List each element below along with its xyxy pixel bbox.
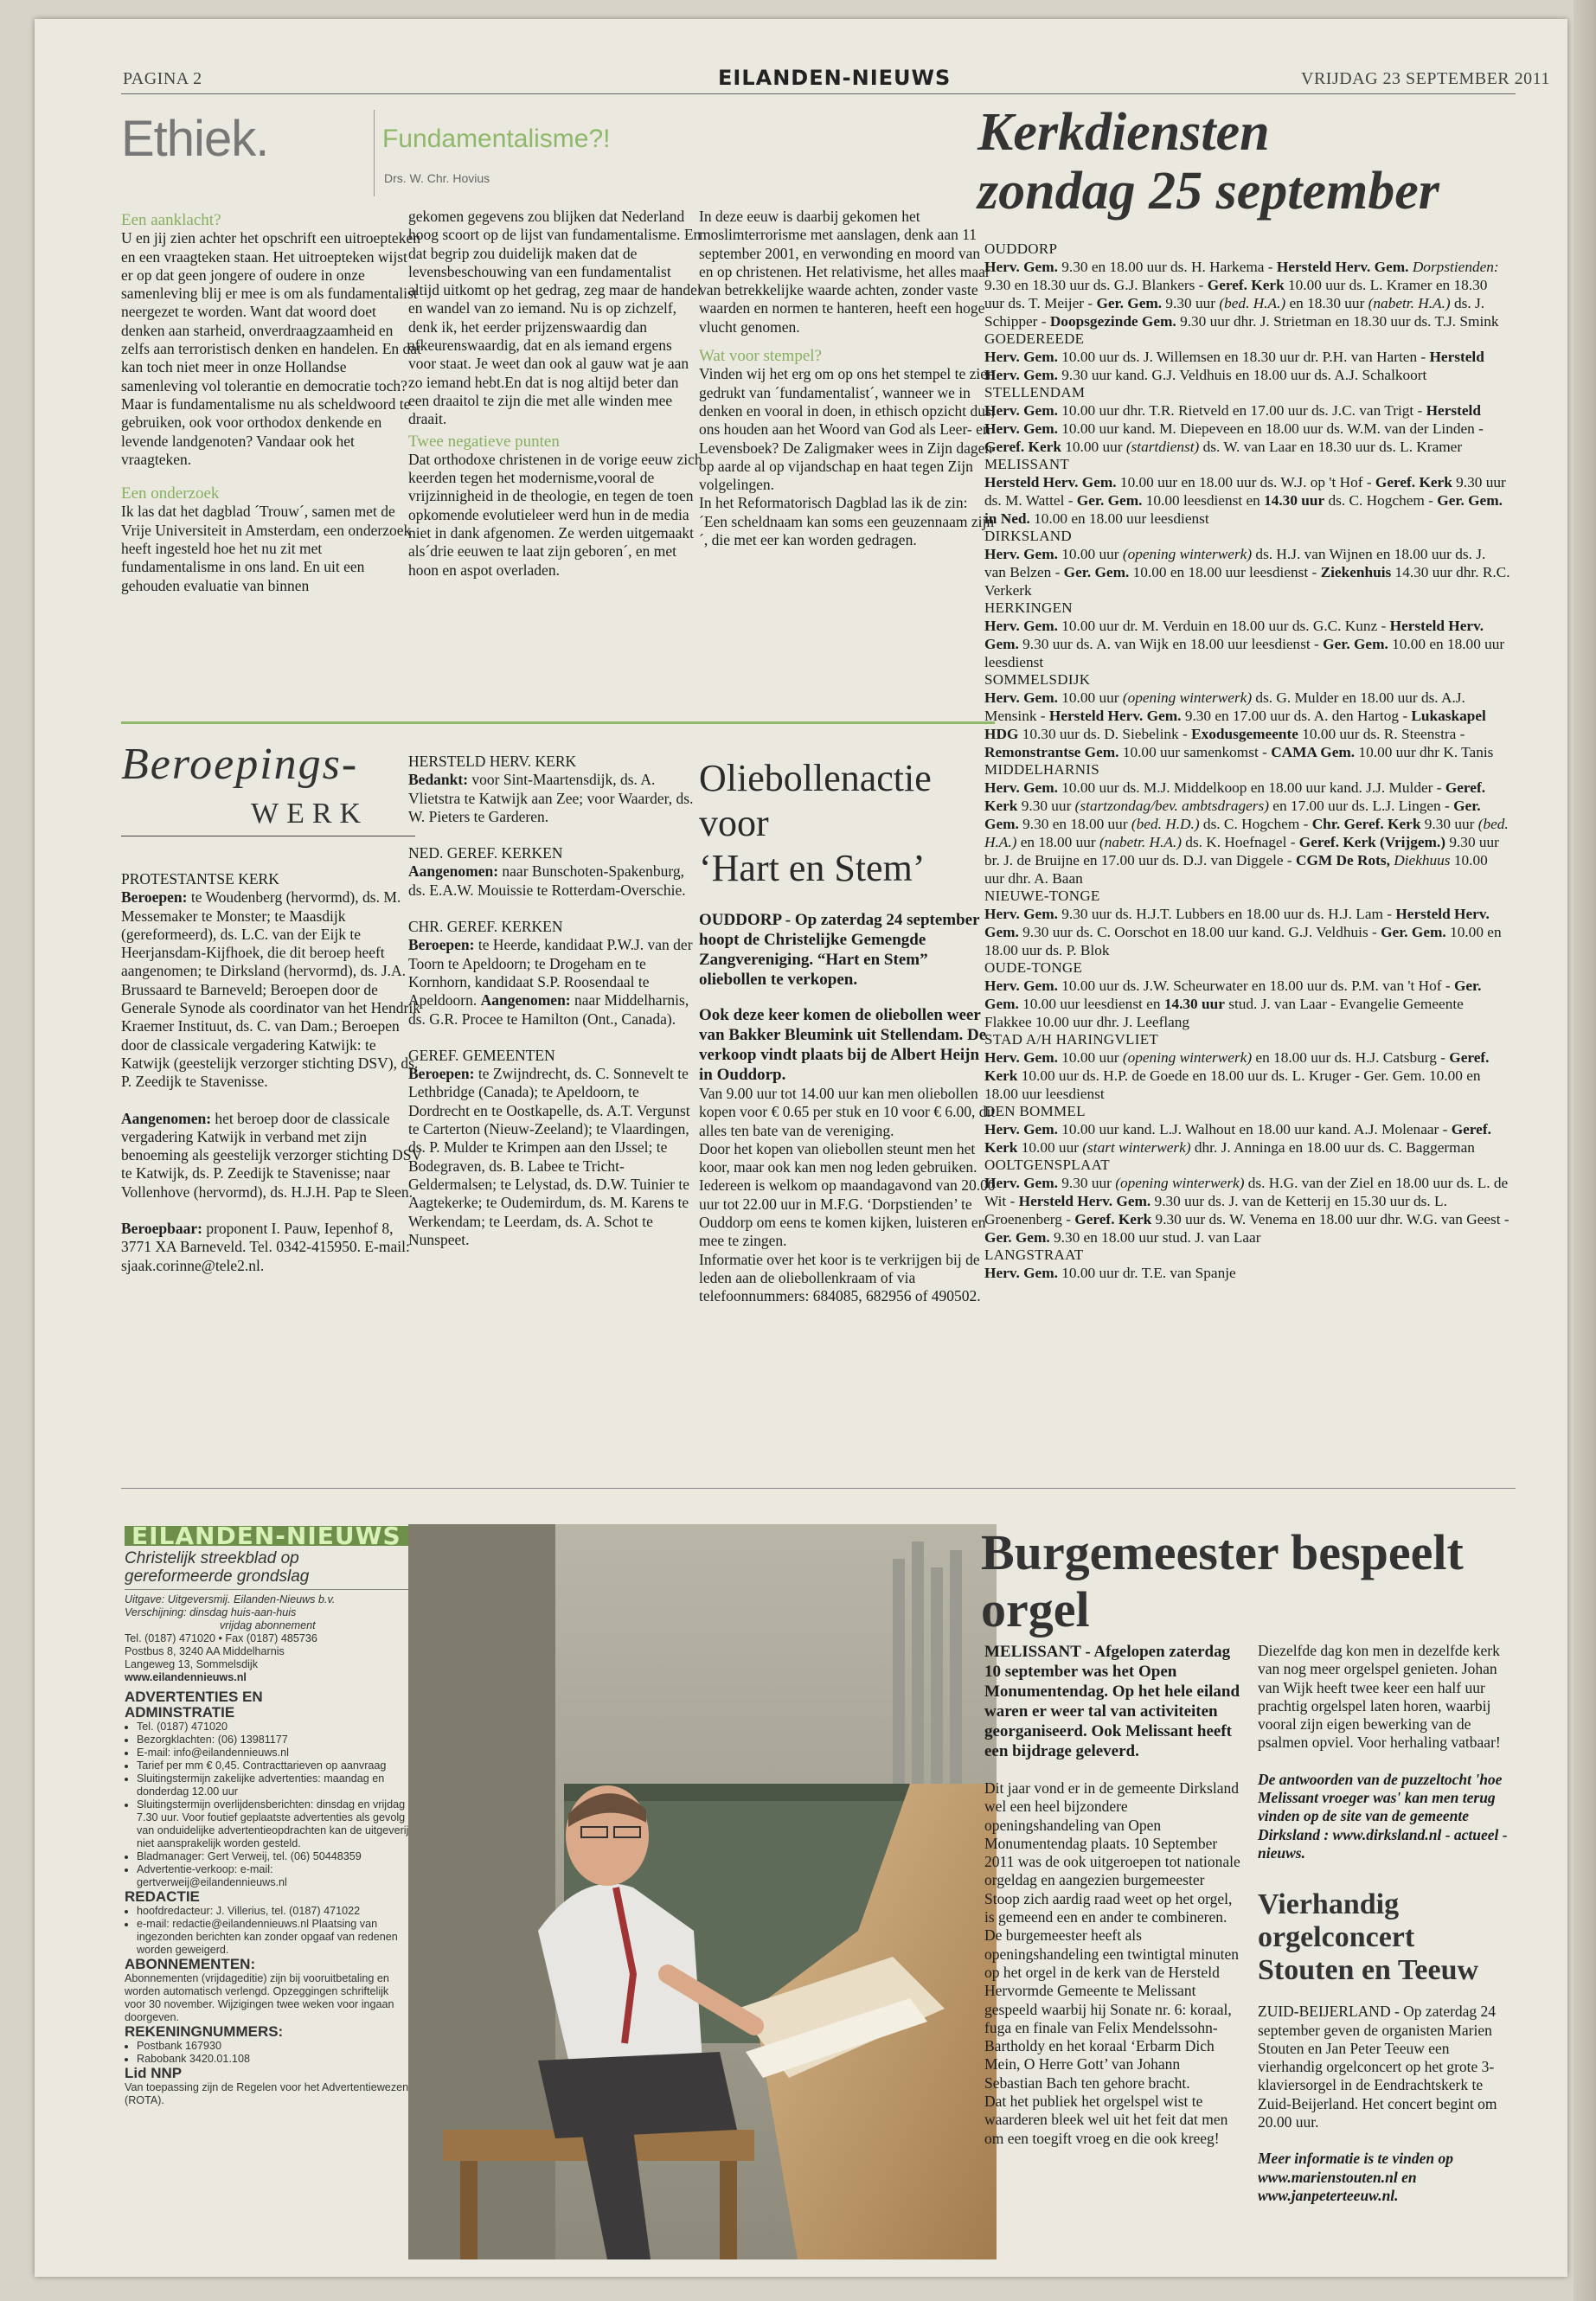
lead: MELISSANT - Afgelopen zaterdag 10 september was het Open Monumentendag. Op het hele eiland waren er weer tal van activiteiten georganiseerd. Ook Melissant heeft een bijdrage geleverd.: [984, 1643, 1240, 1760]
ethiek-col-2: [408, 208, 702, 580]
redactie-list: [125, 1905, 410, 1957]
colofon-item: • Sluitingstermijn zakelijke advertenties: maandag en donderdag 12.00 uur: [137, 1772, 410, 1798]
kerk-place: NIEUWE-TONGE: [984, 888, 1100, 904]
uitgave: Uitgave: Uitgeversmij. Eilanden-Nieuws b.v.: [125, 1593, 336, 1606]
telefoon: Tel. (0187) 471020 • Fax (0187) 485736: [125, 1632, 317, 1644]
colofon-item: • Tel. (0187) 471020: [137, 1721, 410, 1734]
header-rule: [121, 93, 1516, 94]
rekening-head: REKENINGNUMMERS:: [125, 2023, 284, 2040]
paragraph: Beroepen: te Heerde, kandidaat P.W.J. van der Toorn te Apeldoorn; te Drogeham en te Kornhorn, kandidaat S.P. Roosendaal te Apeldoorn. Aangenomen: naar Middelharnis, ds. G.R. Procee te Hamilton (Ont., Canada).: [408, 936, 693, 1028]
burgemeester-col-1: [984, 1642, 1240, 2148]
info-links: Meer informatie is te vinden op www.marienstouten.nl en www.janpeterteeuw.nl.: [1258, 2150, 1454, 2204]
kerk-place: OUDDORP: [984, 240, 1058, 257]
paragraph: U en jij zien achter het opschrift een uitroepteken en een vraagteken staan. Het uitroepteken wijst er op dat geen jongere of oudere in onze samenleving blij er mee is om als fundamentalist neergezet te worden. Want dat woord doet denken aan starheid, onverdraagzaamheid en zelfs aan terroristisch denken en handelen. En dat kan toch niet meer in onze Hollandse samenleving vol tolerantie en democratie toch? Maar is fundamentalisme nu als scheldwoord te gebruiken, ook voor orthodox denkende en levende landgenoten? Vandaar ook het vraagteken.: [121, 229, 421, 468]
lid-head: Lid NNP: [125, 2065, 183, 2081]
kerk-services: Herv. Gem. 10.00 uur dhr. T.R. Rietveld en 17.00 uur ds. J.C. van Trigt - Hersteld Herv. Gem. 10.00 uur kand. M. Diepeveen en 18.00 uur ds. W.M. van der Linden - Geref. Kerk 10.00 uur (startdienst) ds. W. van Laar en 18.30 uur ds. L. Kramer: [984, 402, 1484, 455]
vierhandig-title: [1258, 1888, 1516, 1987]
church-head: PROTESTANTSE KERK: [121, 870, 279, 888]
paragraph: Dat orthodoxe christenen in de vorige eeuw zich keerden tegen het modernisme,vooral de vrijzinnigheid in de theologie, en tegen de toen opkomende evolutieleer werd hun in de media niet in dank afgenomen. Ze werden uitgemaakt als´drie eeuwen te laat zijn geboren´, en met hoon en aspot overladen.: [408, 450, 702, 579]
paragraph: Informatie over het koor is te verkrijgen bij de leden aan de oliebollenkraam of via telefoonnummers: 684085, 682956 of 490502.: [699, 1250, 981, 1305]
kerk-services: Herv. Gem. 10.00 uur kand. L.J. Walhout en 18.00 uur kand. A.J. Molenaar - Geref. Kerk 10.00 uur (start winterwerk) dhr. J. Anninga en 18.00 uur ds. C. Baggerman: [984, 1121, 1491, 1156]
burgemeester-title-1: Burgemeester bespeelt: [981, 1524, 1464, 1580]
colofon-logo: EILANDEN-NIEUWS: [125, 1526, 410, 1546]
article-author: Drs. W. Chr. Hovius: [384, 171, 490, 185]
kerk-services: Herv. Gem. 9.30 uur (opening winterwerk) ds. H.G. van der Ziel en 18.00 uur ds. L. de Wit - Hersteld Herv. Gem. 9.30 uur ds. J. van de Ketterij en 15.30 uur ds. L. Groenenberg - Geref. Kerk 9.30 uur ds. W. Venema en 18.00 uur dhr. W.G. van Geest - Ger. Gem. 9.30 en 18.00 uur stud. J. van Laar: [984, 1175, 1509, 1246]
burgemeester-title-2: orgel: [981, 1581, 1090, 1638]
paragraph: Aangenomen: naar Bunschoten-Spakenburg, ds. E.A.W. Mouissie te Rotterdam-Overschie.: [408, 862, 686, 899]
colofon-item: • Advertentie-verkoop: e-mail: gertverweij@eilandennieuws.nl: [137, 1863, 410, 1889]
vierhandig-title-2: orgelconcert: [1258, 1921, 1415, 1954]
rule: [125, 1589, 410, 1590]
tagline-2: gereformeerde grondslag: [125, 1567, 310, 1586]
tagline-1: Christelijk streekblad op: [125, 1549, 299, 1567]
rekening-list: [125, 2040, 410, 2066]
paragraph: Ik las dat het dagblad ´Trouw´, samen met de Vrije Universiteit in Amsterdam, een onderzoek heeft ingesteld hoe het nu zit met fundamentalisme in ons land. En uit een gehouden evaluatie van binnen: [121, 503, 412, 594]
organ-photo: [408, 1524, 997, 2259]
kerkdiensten-title-2: zondag 25 september: [977, 162, 1439, 221]
kerkdiensten-title-1: Kerkdiensten: [977, 103, 1270, 162]
subhead-negatieve-punten: Twee negatieve punten: [408, 432, 560, 451]
lid-text: Van toepassing zijn de Regelen voor het Advertentiewezen (ROTA).: [125, 2081, 409, 2106]
kerk-services: Herv. Gem. 10.00 uur (opening winterwerk) ds. G. Mulder en 18.00 uur ds. A.J. Mensink - Hersteld Herv. Gem. 9.30 en 17.00 uur ds. A. den Hartog - Lukaskapel HDG 10.30 uur ds. D. Siebelink - Exodusgemeente 10.00 uur ds. R. Steenstra - Remonstrantse Gem. 10.00 uur samenkomst - CAMA Gem. 10.00 uur dhr K. Tanis: [984, 689, 1494, 760]
lead: OUDDORP - Op zaterdag 24 september hoopt de Christelijke Gemengde Zangvereniging. “Hart en Stem” oliebollen te verkopen.: [699, 911, 980, 989]
adv-head-2: ADMINSTRATIE: [125, 1704, 235, 1721]
kerk-place: OOLTGENSPLAAT: [984, 1157, 1110, 1173]
organ-photo-image: [408, 1524, 997, 2259]
colofon-item: • Sluitingstermijn overlijdensberichten: dinsdag en vrijdag 7.30 uur. Voor foutief geplaatste advertenties als gevolg van onduidelijke advertentieopdrachten kan de uitgeverij niet aansprakelijk worden gesteld.: [137, 1798, 410, 1850]
kerk-place: MIDDELHARNIS: [984, 761, 1099, 778]
ethiek-col-1: [121, 208, 422, 595]
section-ethiek: Ethiek.: [121, 111, 269, 167]
kerk-services: Herv. Gem. 10.00 uur (opening winterwerk) ds. H.J. van Wijnen en 18.00 uur ds. J. van Belzen - Ger. Gem. 10.00 en 18.00 uur leesdienst - Ziekenhuis 14.30 uur dhr. R.C. Verkerk: [984, 546, 1510, 599]
colofon-item: • E-mail: info@eilandennieuws.nl: [137, 1747, 410, 1759]
beroepings-werk: WERK: [251, 798, 369, 830]
section-rule: [121, 721, 995, 724]
adv-head-1: ADVERTENTIES EN: [125, 1689, 263, 1705]
newspaper-page: [35, 19, 1567, 2277]
colofon-item: • e-mail: redactie@eilandennieuws.nl Plaatsing van ingezonden berichten kan zonder opgaaf van redenen worden geweigerd.: [137, 1918, 410, 1957]
beroepings-title: Beroepings-: [121, 740, 359, 789]
paragraph: Aangenomen: het beroep door de classicale vergadering Katwijk in verband met zijn benoeming als geestelijk verzorger stichting DSV te Katwijk, ds. P. Zeedijk te Stavenisse; naar Vollenhove (hervormd), ds. H.J.H. Pap te Sleen.: [121, 1109, 422, 1201]
kerk-services: Herv. Gem. 10.00 uur (opening winterwerk) en 18.00 uur ds. H.J. Catsburg - Geref. Kerk 10.00 uur ds. H.P. de Goede en 18.00 uur ds. L. Kruger - Ger. Gem. 10.00 en 18.00 uur leesdienst: [984, 1049, 1490, 1102]
verschijning-2: vrijdag abonnement: [220, 1619, 316, 1631]
masthead: EILANDEN-NIEUWS: [718, 66, 952, 90]
subhead-stempel: Wat voor stempel?: [699, 347, 822, 366]
kerk-place: HERKINGEN: [984, 599, 1073, 616]
beroepings-col-1: [121, 870, 422, 1275]
kerk-place: LANGSTRAAT: [984, 1247, 1084, 1263]
issue-date: VRIJDAG 23 SEPTEMBER 2011: [1301, 69, 1550, 88]
burgemeester-title: [981, 1524, 1517, 1638]
ethiek-col-3: [699, 208, 997, 549]
ethiek-divider: [374, 110, 375, 196]
postbus: Postbus 8, 3240 AA Middelharnis: [125, 1645, 285, 1657]
paragraph: De burgemeester heeft als openingshandeling een twintigtal minuten op het orgel in de kerk van de Hersteld Hervormde Gemeente te Melissant gespeeld waarbij hij Sonate nr. 6: koraal, fuga en finale van Felix Mendelssohn-Bartholdy en het koraal ‘Erbarm Dich Mein, O Herre Gott’ van Johann Sebastian Bach ten gehore bracht.: [984, 1926, 1240, 2092]
colofon: [125, 1522, 410, 2107]
kerk-services: Herv. Gem. 10.00 uur dr. M. Verduin en 18.00 uur ds. G.C. Kunz - Hersteld Herv. Gem. 9.30 uur ds. A. van Wijk en 18.00 uur leesdienst - Ger. Gem. 10.00 en 18.00 uur leesdienst: [984, 618, 1505, 670]
colofon-item: • hoofdredacteur: J. Villerius, tel. (0187) 471022: [137, 1905, 410, 1918]
paragraph: Beroepbaar: proponent I. Pauw, Iepenhof 8, 3771 XA Barneveld. Tel. 0342-415950. E-mail: sjaak.corinne@tele2.nl.: [121, 1220, 410, 1274]
kerk-place: DEN BOMMEL: [984, 1103, 1086, 1119]
kerk-services: Hersteld Herv. Gem. 10.00 uur en 18.00 uur ds. W.J. op 't Hof - Geref. Kerk 9.30 uur ds. M. Wattel - Ger. Gem. 10.00 leesdienst en 14.30 uur ds. C. Hogchem - Ger. Gem. in Ned. 10.00 en 18.00 uur leesdienst: [984, 474, 1506, 527]
kerk-services: Herv. Gem. 9.30 uur ds. H.J.T. Lubbers en 18.00 uur ds. H.J. Lam - Hersteld Herv. Gem. 9.30 uur ds. C. Oorschot en 18.00 uur kand. G.J. Veldhuis - Ger. Gem. 10.00 en 18.00 uur ds. P. Blok: [984, 906, 1502, 958]
mid-rule: [121, 1488, 1516, 1489]
church-head: CHR. GEREF. KERKEN: [408, 918, 563, 936]
kerk-place: GOEDEREEDE: [984, 330, 1085, 347]
church-head: HERSTELD HERV. KERK: [408, 753, 577, 770]
oliebollen-body: [699, 910, 997, 1306]
paragraph: Beroepen: te Zwijndrecht, ds. C. Sonnevelt te Lethbridge (Canada); te Apeldoorn, te Dordrecht en te Oostkapelle, ds. A.T. Vergunst te Carterton (Nieuw-Zeeland); te Vlaardingen, ds. P. Mulder te Krimpen aan den IJssel; te Bodegraven, ds. B. Labee te Tricht-Geldermalsen; te Lelystad, ds. D.W. Tuinier te Aagtekerke; te Oudemirdum, ds. M. Karens te Werkendam; te Leerdam, ds. A. Schot te Nunspeet.: [408, 1065, 690, 1248]
paragraph: Dit jaar vond er in de gemeente Dirksland wel een heel bijzondere openingshandeling van Open Monumentendag plaats. 10 September 2011 was de ook uitgeroepen tot nationale orgeldag en aangezien burgemeester Stoop zich aardig raad weet op het orgel, is gemeend een en ander te combineren.: [984, 1779, 1240, 1926]
kerk-place: STAD A/H HARINGVLIET: [984, 1031, 1159, 1048]
colofon-item: • Bezorgklachten: (06) 13981177: [137, 1734, 410, 1747]
kerk-place: DIRKSLAND: [984, 528, 1072, 544]
colofon-item: • Rabobank 3420.01.108: [137, 2053, 410, 2066]
oliebollen-title: [699, 756, 993, 891]
kerk-place: SOMMELSDIJK: [984, 671, 1091, 688]
lead: Ook deze keer komen de oliebollen weer van Bakker Bleumink uit Stellendam. De verkoop vindt plaats bij de Albert Heijn in Ouddorp.: [699, 1006, 987, 1084]
kerk-services: Herv. Gem. 10.00 uur ds. J. Willemsen en 18.30 uur dr. P.H. van Harten - Hersteld Herv. Gem. 9.30 uur kand. G.J. Veldhuis en 18.00 uur ds. A.J. Schalkoort: [984, 349, 1484, 383]
kerk-place: MELISSANT: [984, 456, 1070, 472]
kerk-services: Herv. Gem. 10.00 uur ds. M.J. Middelkoop en 18.00 uur kand. J.J. Mulder - Geref. Kerk 9.30 uur (startzondag/bev. ambtsdragers) en 17.00 uur ds. L.J. Lingen - Ger. Gem. 9.30 en 18.00 uur (bed. H.D.) ds. C. Hogchem - Chr. Geref. Kerk 9.30 uur (bed. H.A.) en 18.00 uur (nabetr. H.A.) ds. K. Hoefnagel - Geref. Kerk (Vrijgem.) 9.30 uur br. J. de Bruijne en 17.00 uur ds. D.J. van Diggele - CGM De Rots, Diekhuus 10.00 uur dhr. A. Baan: [984, 779, 1509, 887]
vierhandig-title-3: Stouten en Teeuw: [1258, 1954, 1479, 1987]
subhead-aanklacht: Een aanklacht?: [121, 211, 221, 229]
burgemeester-col-2: [1258, 1642, 1516, 2205]
paragraph: Diezelfde dag kon men in dezelfde kerk van nog meer orgelspel genieten. Johan van Wijk heeft twee keer een half uur prachtig orgelspel laten horen, waarbij vooral zijn eigen bewerking van de psalmen opviel. Voor herhaling vatbaar!: [1258, 1642, 1501, 1752]
adres: Langeweg 13, Sommelsdijk: [125, 1658, 259, 1670]
kerk-services: Herv. Gem. 9.30 en 18.00 uur ds. H. Harkema - Hersteld Herv. Gem. Dorpstienden: 9.30 en 18.30 uur ds. G.J. Blankers - Geref. Kerk 10.00 uur ds. L. Kramer en 18.30 uur ds. T. Meijer - Ger. Gem. 9.30 uur (bed. H.A.) en 18.30 uur (nabetr. H.A.) ds. J. Schipper - Doopsgezinde Gem. 9.30 uur dhr. J. Strietman en 18.30 uur ds. T.J. Smink: [984, 259, 1499, 330]
oliebollen-title-1: Oliebollenactie: [699, 757, 932, 799]
paragraph: Dat het publiek het orgelspel wist te waarderen bleek wel uit het feit dat men om een toegift vroeg en die ook kreeg!: [984, 2093, 1228, 2147]
paragraph: Door het kopen van oliebollen steunt men het koor, maar ook kan men nog leden gebruiken. Iedereen is welkom op maandagavond van 20.00 uur tot 22.00 uur in M.F.G. ‘Dorpstienden’ te Ouddorp om eens te komen kijken, luisteren en mee te zingen.: [699, 1139, 996, 1250]
paragraph: ZUID-BEIJERLAND - Op zaterdag 24 september geven de organisten Marien Stouten en Jan Peter Teeuw een vierhandig orgelconcert op het grote 3-klaviersorgel in de Eendrachtskerk te Zuid-Beijerland. Het concert begint om 20.00 uur.: [1258, 2003, 1497, 2131]
paragraph: In het Reformatorisch Dagblad las ik de zin: ´Een scheldnaam kan soms een geuzennaam zijn´, die met eer kan worden gedragen.: [699, 494, 995, 549]
paragraph: Bedankt: voor Sint-Maartensdijk, ds. A. Vlietstra te Katwijk aan Zee; voor Waarder, ds. W. Pieters te Garderen.: [408, 771, 694, 825]
beroepings-col-2: [408, 753, 702, 1249]
puzzeltocht-note: De antwoorden van de puzzeltocht 'hoe Melissant vroeger was' kan men terug vinden op de site van de gemeente Dirksland : www.dirksland.nl - actueel - nieuws.: [1258, 1770, 1508, 1862]
page-number: PAGINA 2: [123, 69, 202, 88]
website-link[interactable]: www.eilandennieuws.nl: [125, 1671, 247, 1683]
page-edge: [1574, 0, 1596, 2301]
paragraph: Vinden wij het erg om op ons het stempel te zien gedrukt van ´fundamentalist´, wanneer we in denken en vooral in doen, in ethisch opzicht dus, ons houden aan het Woord van God als Leer- en Levensboek? De Zaligmaker wees in Zijn dagen op aarde al op vijandschap en haat tegen Zijn volgelingen.: [699, 365, 996, 494]
kerk-services: Herv. Gem. 10.00 uur ds. J.W. Scheurwater en 18.00 uur ds. P.M. van 't Hof - Ger. Gem. 10.00 uur leesdienst en 14.30 uur stud. J. van Laar - Evangelie Gemeente Flakkee 10.00 uur dhr. J. Leeflang: [984, 977, 1482, 1030]
verschijning: Verschijning: dinsdag huis-aan-huis: [125, 1606, 297, 1618]
kerk-place: OUDE-TONGE: [984, 959, 1083, 976]
oliebollen-title-2: voor: [699, 802, 769, 844]
colofon-item: • Tarief per mm € 0,45. Contracttarieven op aanvraag: [137, 1759, 410, 1772]
adv-list: [125, 1721, 410, 1889]
oliebollen-title-3: ‘Hart en Stem’: [699, 847, 926, 889]
paragraph: Beroepen: te Woudenberg (hervormd), ds. M. Messemaker te Monster; te Maasdijk (gereformeerd), ds. L.C. van der Eijk te Heerjansdam-Kijfhoek, die dit beroep heeft aangenomen; te Dirksland (hervormd), ds. J.A. Brussaard te Barneveld; Beroepen door de Generale Synode als coordinator van het Hendrik Kraemer Instituut, ds. C. van Dam.; Beroepen door de classicale vergadering Katwijk: te Katwijk (geestelijk verzorger stichting DSV), ds. P. Zeedijk te Stavenisse.: [121, 888, 420, 1091]
church-head: GEREF. GEMEENTEN: [408, 1046, 555, 1064]
church-head: NED. GEREF. KERKEN: [408, 844, 563, 862]
paragraph: Van 9.00 uur tot 14.00 uur kan men oliebollen kopen voor € 0.65 per stuk en 10 voor € 6.00, dit alles ten bate van de vereniging.: [699, 1085, 996, 1139]
abonnementen-text: Abonnementen (vrijdageditie) zijn bij vooruitbetaling en worden automatisch verlengd. Opzeggingen schriftelijk voor 30 november. Wijzigingen twee weken voor ingaan doorgeven.: [125, 1972, 394, 2023]
colofon-item: • Bladmanager: Gert Verweij, tel. (06) 50448359: [137, 1850, 410, 1863]
redactie-head: REDACTIE: [125, 1888, 200, 1905]
kerkdiensten-list: [984, 240, 1510, 1282]
subhead-onderzoek: Een onderzoek: [121, 484, 220, 503]
abonnementen-head: ABONNEMENTEN:: [125, 1956, 256, 1972]
kerk-services: Herv. Gem. 10.00 uur dr. T.E. van Spanje: [984, 1265, 1236, 1281]
kerk-place: STELLENDAM: [984, 384, 1086, 401]
paragraph: In deze eeuw is daarbij gekomen het moslimterrorisme met aanslagen, denk aan 11 september 2001, en verwonding en moord van en op christenen. Het relativisme, het alles maar van betrekkelijke waarde achten, zonder vaste waarden en normen te hanteren, heeft een hoge vlucht genomen.: [699, 208, 990, 336]
colofon-item: • Postbank 167930: [137, 2040, 410, 2053]
vierhandig-title-1: Vierhandig: [1258, 1888, 1400, 1921]
article-title: Fundamentalisme?!: [382, 125, 611, 153]
paragraph: gekomen gegevens zou blijken dat Nederland hoog scoort op de lijst van fundamentalisme. En dat begrip zou duidelijk maken dat de levensbeschouwing van een fundamentalist altijd uitkomt op het gedrag, zeg maar de handel en wandel van zo iemand. Nu is op zichzelf, denk ik, het eerder prijzenswaardig dan afkeurenswaardig, dat en als iemand ergens voor staat. Je weet dan ook al gauw wat je aan zo iemand hebt.En dat is nog altijd beter dan een draaitol te zijn die met alle winden mee draait.: [408, 208, 702, 428]
